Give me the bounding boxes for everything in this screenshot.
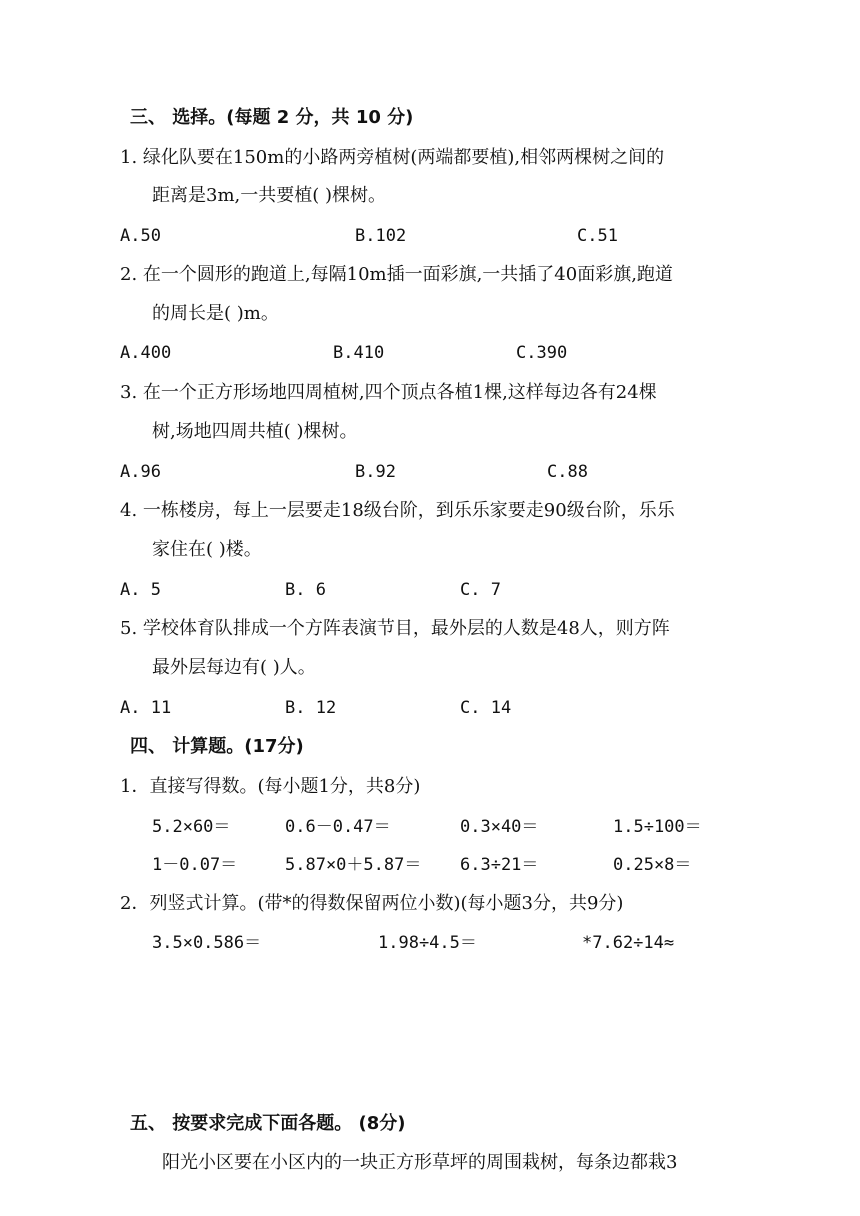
question-4-line-2: 家住在( )楼。 [152,539,262,560]
section-5-text: 阳光小区要在小区内的一块正方形草坪的周围栽树，每条边都栽3 [162,1152,678,1173]
question-3-option-c: C.88 [547,462,588,482]
calc-q2-title: 2．列竖式计算。(带*的得数保留两位小数)(每小题3分，共9分) [120,893,624,914]
question-5-option-a: A. 11 [120,698,172,718]
question-5-line-2: 最外层每边有( )人。 [152,657,316,678]
question-2-option-a: A.400 [120,343,172,363]
question-2-option-b: B.410 [333,343,385,363]
question-5-option-c: C. 14 [460,698,512,718]
calc-q1-item-6: 5.87×0＋5.87＝ [285,855,422,875]
question-3-line-1: 3. 在一个正方形场地四周植树,四个顶点各植1棵,这样每边各有24棵 [120,382,657,403]
calc-q1-item-8: 0.25×8＝ [613,855,692,875]
question-5-option-b: B. 12 [285,698,337,718]
calc-q1-item-1: 5.2×60＝ [152,817,231,837]
question-4-line-1: 4. 一栋楼房，每上一层要走18级台阶，到乐乐家要走90级台阶，乐乐 [120,500,675,521]
question-4-option-b: B. 6 [285,580,326,600]
question-1-line-2: 距离是3m,一共要植( )棵树。 [152,185,387,206]
question-2-line-1: 2. 在一个圆形的跑道上,每隔10m插一面彩旗,一共插了40面彩旗,跑道 [120,264,673,285]
calc-q1-item-4: 1.5÷100＝ [613,817,702,837]
section-4-title: 四、 计算题。(17分) [130,736,304,757]
question-1-line-1: 1. 绿化队要在150m的小路两旁植树(两端都要植),相邻两棵树之间的 [120,147,665,168]
calc-q1-item-7: 6.3÷21＝ [460,855,539,875]
calc-q2-item-3: *7.62÷14≈ [582,933,675,953]
calc-q1-item-3: 0.3×40＝ [460,817,539,837]
question-5-line-1: 5. 学校体育队排成一个方阵表演节目，最外层的人数是48人，则方阵 [120,618,670,639]
question-3-option-b: B.92 [355,462,396,482]
calc-q1-item-2: 0.6－0.47＝ [285,817,391,837]
question-1-option-a: A.50 [120,226,161,246]
question-2-line-2: 的周长是( )m。 [152,303,279,324]
section-5-title: 五、 按要求完成下面各题。 (8分) [130,1113,406,1134]
question-1-option-c: C.51 [577,226,618,246]
calc-q1-item-5: 1－0.07＝ [152,855,238,875]
question-3-option-a: A.96 [120,462,161,482]
question-3-line-2: 树,场地四周共植( )棵树。 [152,421,358,442]
calc-q2-item-2: 1.98÷4.5＝ [378,933,477,953]
question-4-option-c: C. 7 [460,580,501,600]
question-2-option-c: C.390 [516,343,568,363]
question-4-option-a: A. 5 [120,580,161,600]
question-1-option-b: B.102 [355,226,407,246]
calc-q1-title: 1．直接写得数。(每小题1分，共8分) [120,776,421,797]
section-3-title: 三、 选择。(每题 2 分，共 10 分) [130,107,414,128]
calc-q2-item-1: 3.5×0.586＝ [152,933,262,953]
